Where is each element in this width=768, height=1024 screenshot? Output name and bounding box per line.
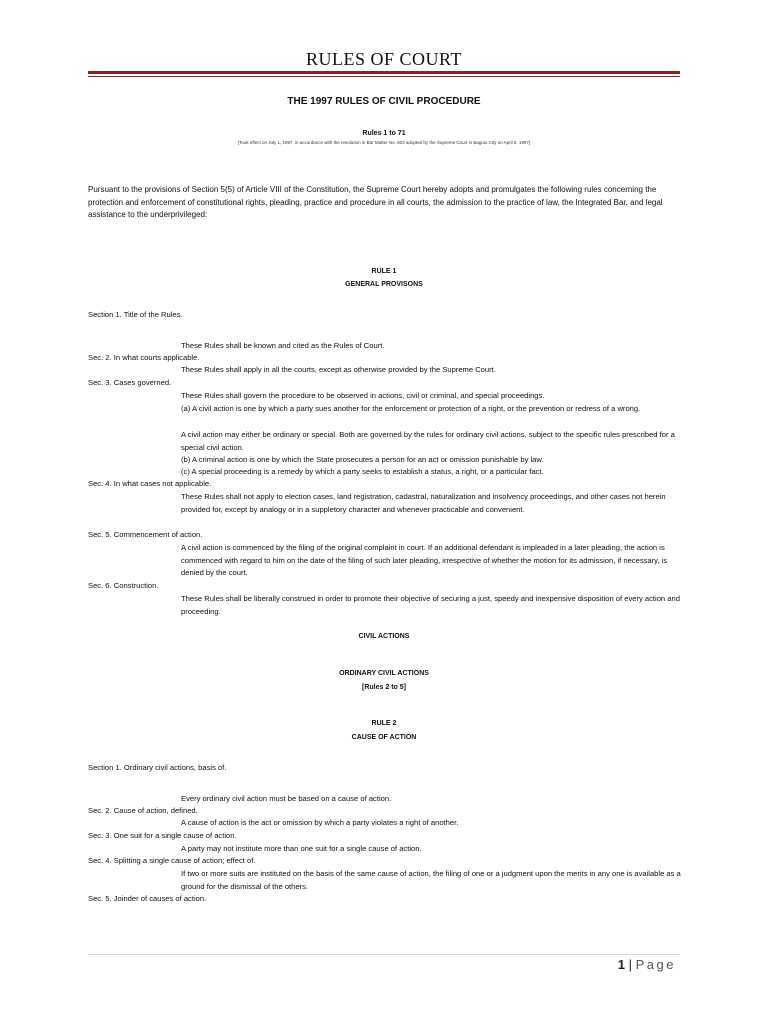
section-title: Sec. 3. Cases governed. — [88, 378, 172, 387]
section-title: Section 1. Ordinary civil actions, basis of. — [88, 763, 227, 772]
page-number: 1 — [617, 957, 625, 972]
section-body: These Rules shall apply in all the courts, except as otherwise provided by the Supreme Court. — [181, 365, 496, 374]
section-body: A civil action is commenced by the filing of the original complaint in court. If an additional defendant is impleaded in a later pleading, the action is commenced with regard to him on the date of the filing of such later pleading, irrespective of whether the motion for its admission, if necessary, is denied by the court. — [181, 543, 668, 578]
section-title: Sec. 4. Splitting a single cause of action; effect of. — [88, 856, 256, 865]
effectivity-note: [Took effect on July 1, 1997, in accordance with the resolution in Bar Matter No. 803 adopted by the Supreme Court in Baguio City on April 8, 1997] — [237, 140, 531, 145]
section-body: These Rules shall be known and cited as the Rules of Court. — [181, 341, 385, 350]
section-title: Sec. 6. Construction. — [88, 581, 159, 590]
rule-1-label: RULE 1 — [371, 268, 397, 275]
rule-2-title: CAUSE OF ACTION — [351, 734, 417, 741]
section-body: A party may not institute more than one suit for a single cause of action. — [181, 844, 422, 853]
footer-divider — [88, 954, 680, 955]
civil-actions-heading: CIVIL ACTIONS — [358, 633, 410, 640]
page-footer — [618, 957, 676, 972]
section-body: Every ordinary civil action must be based on a cause of action. — [181, 794, 392, 803]
header-title: RULES OF COURT — [306, 49, 462, 69]
section-title: Sec. 4. In what cases not applicable. — [88, 479, 212, 488]
section-title: Sec. 2. In what courts applicable. — [88, 353, 200, 362]
section-title: Section 1. Title of the Rules. — [88, 310, 183, 319]
header-divider-thick — [88, 71, 680, 74]
page-label: Page — [635, 957, 676, 972]
document-subtitle: THE 1997 RULES OF CIVIL PROCEDURE — [287, 96, 481, 107]
header-divider-thin — [88, 76, 680, 77]
section-title: Sec. 5. Commencement of action. — [88, 530, 203, 539]
rule-2-label: RULE 2 — [371, 720, 397, 727]
section-body: If two or more suits are instituted on the basis of the same cause of action, the filing of one or a judgment upon the merits in any one is available as a ground for the dismissal of the others. — [181, 869, 681, 891]
section-body: These Rules shall govern the procedure to be observed in actions, civil or criminal, and special proceedings. — [181, 391, 545, 400]
section-body: These Rules shall not apply to election cases, land registration, cadastral, naturalization and insolvency proceedings, and other cases not herein provided for, except by analogy or in a suppletory character and whenever practicable and convenient. — [181, 492, 666, 514]
section-body: These Rules shall be liberally construed in order to promote their objective of securing a just, speedy and inexpensive disposition of every action and proceeding. — [181, 594, 680, 616]
section-body: (a) A civil action is one by which a party sues another for the enforcement or protection of a right, or the prevention or redress of a wrong. — [181, 404, 641, 413]
ordinary-civil-actions-range: [Rules 2 to 5] — [362, 684, 406, 691]
intro-paragraph: Pursuant to the provisions of Section 5(5) of Article VIII of the Constitution, the Supreme Court hereby adopts and promulgates the following rules concerning the protection and enforcement of constitutional rights, pleading, practice and procedure in all courts, the admission to the practice of law, the Integrated Bar, and legal assistance to the underprivileged: — [88, 185, 663, 220]
section-body: A civil action may either be ordinary or special. Both are governed by the rules for ordinary civil actions, subject to the specific rules prescribed for a special civil action. — [181, 430, 675, 452]
rule-1-title: GENERAL PROVISONS — [345, 281, 423, 288]
section-body: (b) A criminal action is one by which the State prosecutes a person for an act or omission punishable by law. — [181, 455, 544, 464]
section-title: Sec. 3. One suit for a single cause of action. — [88, 831, 237, 840]
section-body: (c) A special proceeding is a remedy by which a party seeks to establish a status, a right, or a particular fact. — [181, 467, 544, 476]
page-separator: | — [628, 957, 632, 972]
section-title: Sec. 5. Joinder of causes of action. — [88, 894, 207, 903]
rules-range: Rules 1 to 71 — [362, 130, 406, 137]
section-body: A cause of action is the act or omission by which a party violates a right of another. — [181, 818, 459, 827]
ordinary-civil-actions-heading: ORDINARY CIVIL ACTIONS — [339, 670, 429, 677]
section-title: Sec. 2. Cause of action, defined. — [88, 806, 198, 815]
